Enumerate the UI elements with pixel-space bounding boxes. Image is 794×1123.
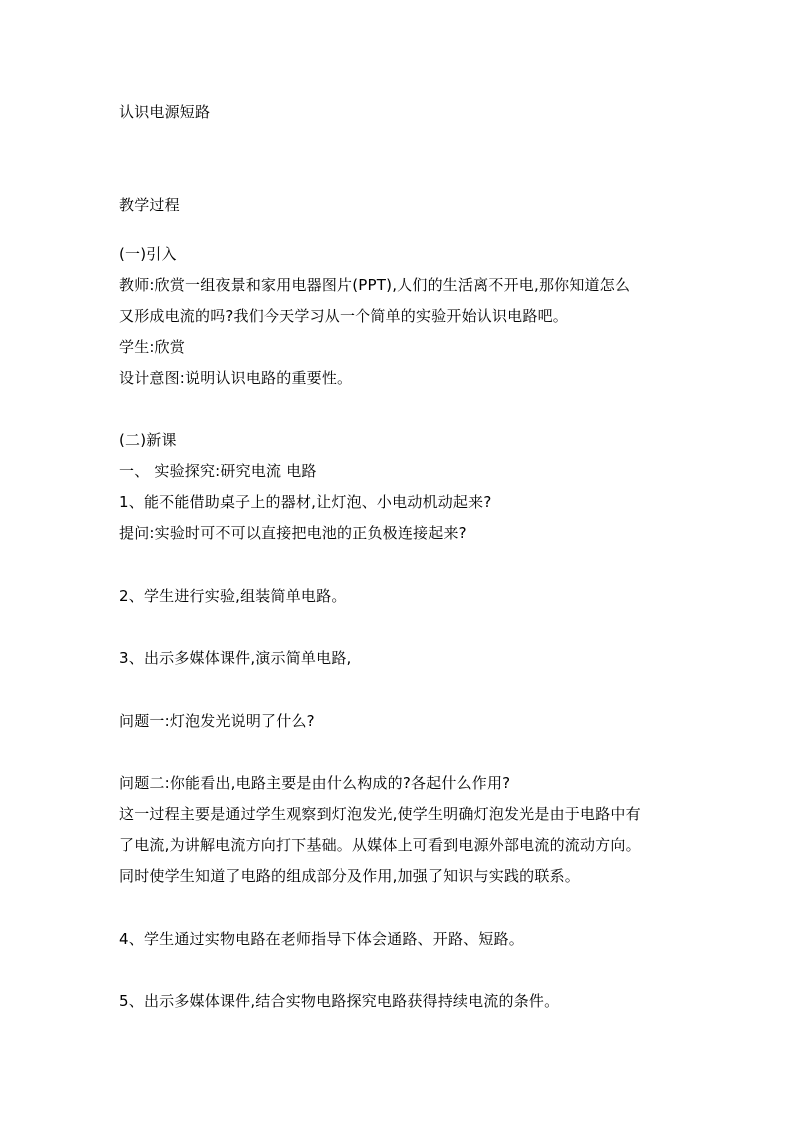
teacher-line-1: 教师:欣赏一组夜景和家用电器图片(PPT),人们的生活离不开电,那你知道怎么 xyxy=(119,276,631,294)
question-2: 问题二:你能看出,电路主要是由什么构成的?各起什么作用? xyxy=(119,774,511,792)
item-4: 4、学生通过实物电路在老师指导下体会通路、开路、短路。 xyxy=(119,930,524,948)
document-title: 认识电源短路 xyxy=(119,103,211,121)
explanation-line-1: 这一过程主要是通过学生观察到灯泡发光,使学生明确灯泡发光是由于电路中有 xyxy=(119,805,641,823)
question-1: 问题一:灯泡发光说明了什么? xyxy=(119,712,315,730)
student-line: 学生:欣赏 xyxy=(119,338,186,356)
item-1-question: 提问:实验时可不可以直接把电池的正负极连接起来? xyxy=(119,524,467,542)
teacher-line-2: 又形成电流的吗?我们今天学习从一个简单的实验开始认识电路吧。 xyxy=(119,307,568,325)
item-1: 1、能不能借助桌子上的器材,让灯泡、小电动机动起来? xyxy=(119,493,492,511)
part1-heading: (一)引入 xyxy=(119,245,177,263)
part2-subheading: 一、 实验探究:研究电流 电路 xyxy=(119,462,317,480)
explanation-line-2: 了电流,为讲解电流方向打下基础。从媒体上可看到电源外部电流的流动方向。 xyxy=(119,836,641,854)
design-intent-line: 设计意图:说明认识电路的重要性。 xyxy=(119,369,353,387)
item-3: 3、出示多媒体课件,演示简单电路, xyxy=(119,649,352,667)
section-heading: 教学过程 xyxy=(119,196,180,214)
explanation-line-3: 同时使学生知道了电路的组成部分及作用,加强了知识与实践的联系。 xyxy=(119,867,580,885)
item-2: 2、学生进行实验,组装简单电路。 xyxy=(119,587,347,605)
part2-heading: (二)新课 xyxy=(119,431,177,449)
item-5: 5、出示多媒体课件,结合实物电路探究电路获得持续电流的条件。 xyxy=(119,992,560,1010)
